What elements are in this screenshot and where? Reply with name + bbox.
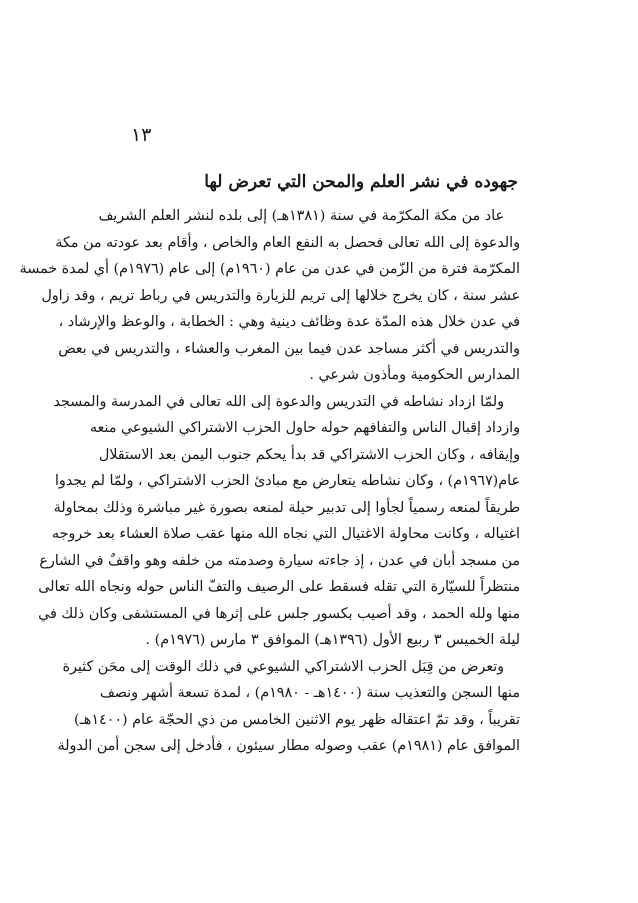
section-heading: جهوده في نشر العلم والمحن التي تعرض لها [204,172,518,192]
text-line: وازداد إقبال الناس والتفافهم حوله حاول الحزب الاشتراكي الشيوعي منعه [89,420,520,436]
text-line: المكرّمة فترة من الزّمن في عدن من عام (١٩٦٠م) إلى عام (١٩٧٦م) أي لمدة خمسة [19,261,520,277]
text-line: ليلة الخميس ٣ ربيع الأول (١٣٩٦هـ) الموافق ٣ مارس (١٩٧٦م) . [145,632,520,648]
text-line: ولمّا ازداد نشاطه في التدريس والدعوة إلى الله تعالى في المدرسة والمسجد [53,393,504,410]
text-line: منها السجن والتعذيب سنة (١٤٠٠هـ - ١٩٨٠م) ، لمدة تسعة أشهر ونصف [99,685,520,701]
text-line: وإيقافه ، وكان الحزب الاشتراكي قد بدأ يحكم جنوب اليمن بعد الاستقلال [98,446,520,463]
text-line: اغتياله ، وكانت محاولة الاغتيال التي نجاه الله منها عقب صلاة العشاء بعد خروجه [51,526,520,542]
text-line: منتظراً للسيّارة التي تقله فسقط على الرصيف والتفّ الناس حوله ونجاه الله تعالى [38,579,520,595]
text-line: المدارس الحكومية ومأذون شرعي . [309,367,520,383]
text-line: وتعرض من قِبَل الحزب الاشتراكي الشيوعي في ذلك الوقت إلى محَن كثيرة [62,658,504,675]
text-line: من مسجد أبان في عدن ، إذ جاءته سيارة وصدمته من خلفه وهو واقفٌ في الشارع [39,552,520,569]
text-line: عشر سنة ، كان يخرج خلالها إلى تريم للزيارة والتدريس في رباط تريم ، وقد زاول [41,287,520,304]
text-line: عام(١٩٦٧م) ، وكان نشاطه يتعارض مع مبادئ الحزب الاشتراكي ، ولمّا لم يجدوا [54,473,520,489]
page-number: ١٣ [131,124,152,146]
body-text [19,203,520,760]
text-line: طريقاً لمنعه رسمياً لجأوا إلى تدبير حيلة لمنعه بصورة غير مباشرة وذلك بمحاولة [53,499,520,516]
text-line: والتدريس في أكثر مساجد عدن فيما بين المغرب والعشاء ، والتدريس في بعض [58,340,520,357]
text-line: تقريباً ، وقد تمّ اعتقاله ظهر يوم الاثنين الخامس من ذي الحجّة عام (١٤٠٠هـ) [74,711,520,728]
text-line: الموافق عام (١٩٨١م) عقب وصوله مطار سيئون ، فأدخل إلى سجن أمن الدولة [57,738,520,754]
text-line: عاد من مكة المكرّمة في سنة (١٣٨١هـ) إلى بلده لنشر العلم الشريف [98,208,504,224]
text-line: والدعوة إلى الله تعالى فحصل به النفع العام والخاص ، وأقام بعد عودته من مكة [55,234,520,251]
text-line: منها ولله الحمد ، وقد أصيب بكسور جلس على إثرها في المستشفى وكان ذلك في [38,605,520,622]
text-line: في عدن خلال هذه المدّة عدة وظائف دينية وهي : الخطابة ، والوعظ والإرشاد ، [58,314,520,330]
